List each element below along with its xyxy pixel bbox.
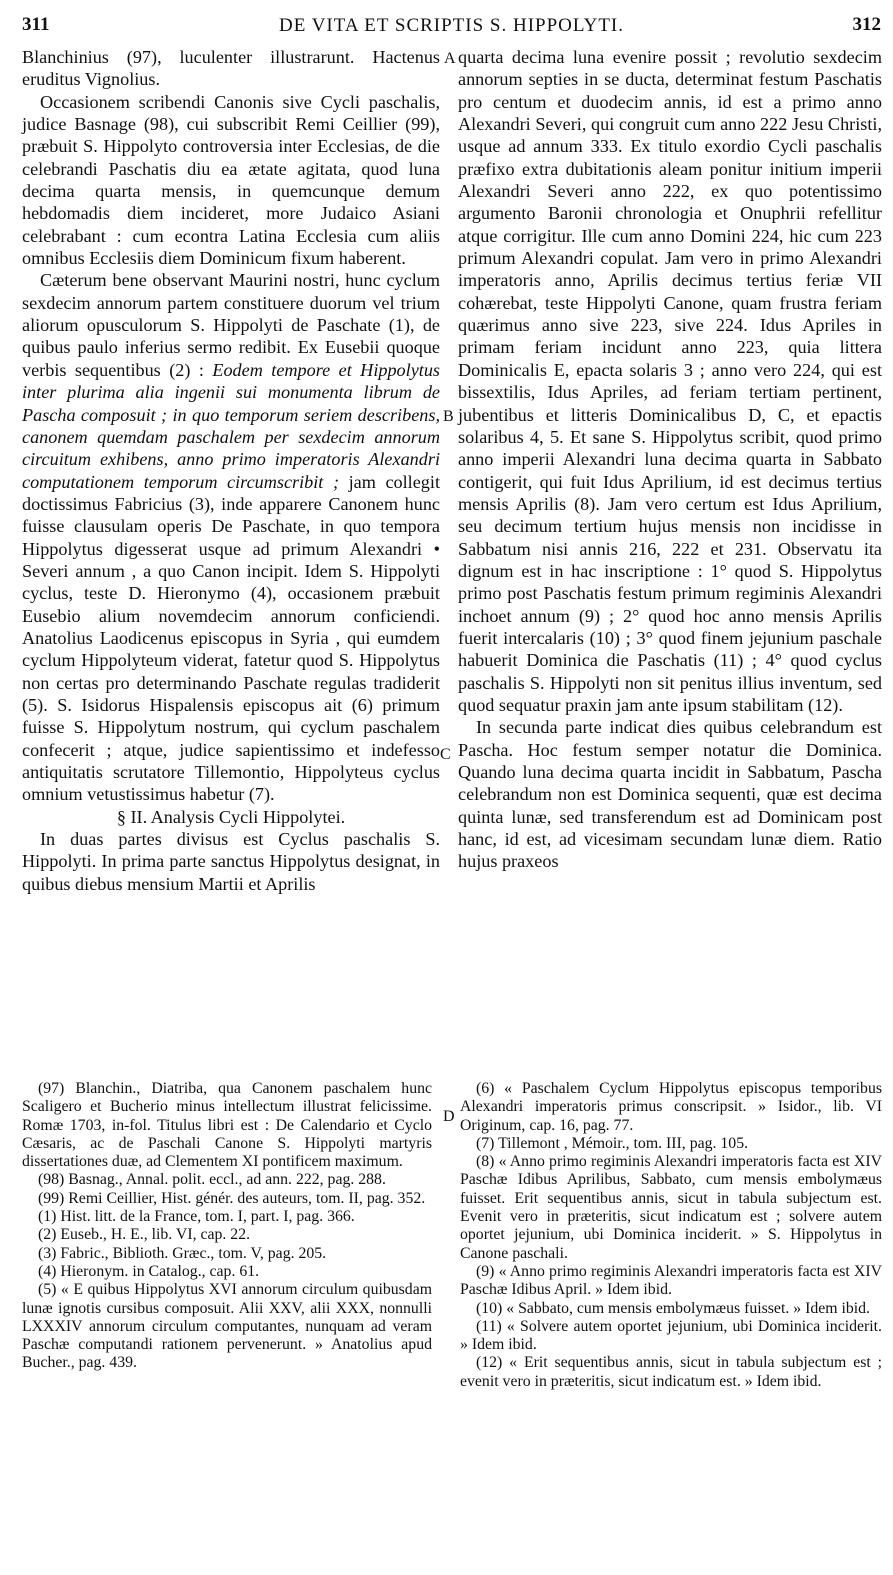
footnote: (1) Hist. litt. de la France, tom. I, part. I, pag. 366. — [38, 1208, 355, 1226]
page-number-left: 311 — [22, 14, 50, 35]
paragraph-text: Cæterum bene observant Maurini nostri, hunc cyclum sexdecim annorum partem constituere duorum vel trium aliorum opusculorum S. Hippolyti de Paschate (1), de quibus paulo inferius sermo redibit. Ex Eusebii quoque verbis sequentibus (2) : — [22, 270, 440, 380]
paragraph: Occasionem scribendi Canonis sive Cycli paschalis, judice Basnage (98), cui subscribit Remi Ceillier (99), præbuit S. Hippolyto controversia inter Ecclesias, de die celebrandi Paschatis diu ea ætate agitata, quod luna decima quarta mensis, in quemcunque demum hebdomadis diem incideret, more Judaico Asiani celebrabant : cum econtra Latina Ecclesia cum aliis omnibus Ecclesiis diem Dominicum fixum haberent. — [22, 91, 440, 269]
footnote: (6) « Paschalem Cyclum Hippolytus episcopus temporibus Alexandri imperatoris primus conscripsit. » Isidor., lib. VI Originum, cap. 16, pag. 77. — [460, 1080, 882, 1134]
paragraph: In secunda parte indicat dies quibus celebrandum est Pascha. Hoc festum semper notatur die Dominica. Quando luna decima quarta incidit in Sabbatum, Pascha celebrandum non est Dominica sequenti, quæ est decima quinta lunæ, sed transferendum est ad Dominicam post hanc, id est, ad vicesimam secundam lunæ diem. Ratio hujus praxeos — [458, 717, 882, 872]
page-number-right: 312 — [852, 14, 881, 35]
footnote: (98) Basnag., Annal. polit. eccl., ad ann. 222, pag. 288. — [38, 1171, 386, 1189]
footnote: (3) Fabric., Biblioth. Græc., tom. V, pag. 205. — [38, 1244, 327, 1262]
footnote: (5) « E quibus Hippolytus XVI annorum circulum quibusdam lunæ ignotis cursibus composuit. Alii XXV, alii XXX, nonnulli LXXXIV annorum circulum computantes, nunquam ad veram Paschæ computandi rationem pervenerunt. » Anatolius apud Bucher., pag. 439. — [22, 1281, 432, 1372]
footnote: (8) « Anno primo regiminis Alexandri imperatoris facta est XIV Paschæ Idibus Aprilibus, Sabbato, cum mensis embolymæus fuisset. Erit sequentibus annis, sicut in tabula subjectum est. Evenit vero in præteritis, sicut indicatum est ; solvere autem oportet jejunium, ubi Dominica inciderit. » S. Hippolytus in Canone paschali. — [460, 1153, 882, 1262]
footnote: (4) Hieronym. in Catalog., cap. 61. — [38, 1262, 260, 1280]
paragraph — [22, 269, 440, 805]
footnote: (9) « Anno primo regiminis Alexandri imperatoris facta est XIV Paschæ Idibus April. » Idem ibid. — [460, 1262, 882, 1299]
footnote: (2) Euseb., H. E., lib. VI, cap. 22. — [38, 1226, 251, 1244]
running-title: DE VITA ET SCRIPTIS S. HIPPOLYTI. — [278, 15, 625, 36]
footnotes-left — [22, 1080, 432, 1373]
section-heading: § II. Analysis Cycli Hippolytei. — [116, 806, 346, 827]
paragraph: Blanchinius (97), luculenter illustrarunt. Hactenus eruditus Vignolius. — [22, 47, 440, 90]
footnote: (7) Tillemont , Mémoir., tom. III, pag. 105. — [476, 1134, 749, 1152]
page-header — [22, 14, 881, 40]
paragraph: quarta decima luna evenire possit ; revolutio sexdecim annorum septies in se ducta, determinat festum Paschatis pro centum et duodecim annis, id est a primo anno Alexandri Severi, qui congruit cum anno 222 Jesu Christi, usque ad annum 333. Ex titulo exordio Cycli paschalis præfixo extra dubitationis aleam ponitur initium imperii Alexandri Severi anno 222, ex quo potentissimo argumento Baronii chronologia et Onuphrii refellitur atque corrigitur. Ille cum anno Domini 224, hic cum 223 primum Alexandri copulat. Jam vero in primo Alexandri imperatoris anno, Aprilis decimus tertius feriæ VII cohærebat, teste Hippolyti Canone, quam frustra feriam quærimus anno sive 223, sive 224. Idus Apriles in primam feriam incidunt anno 223, quia littera Dominicalis E, epacta solaris 3 ; anno vero 224, qui est bissextilis, Idus Apriles, ad feriam tertiam pertinent, jubentibus et litteris Dominicalibus D, C, et epactis solaribus 4, 5. Et sane S. Hippolytus scribit, quod primo anno imperii Alexandri luna decima quarta in Sabbato contigerit, qui fuit Idus Aprilium, id est decimus tertius mensis Aprilis (8). Jam vero certum est Idus Aprilium, seu decimum tertium hujus mensis non incidisse in Sabbatum nisi annis 216, 222 et 231. Observatu ita dignum est in hac inscriptione : 1° quod S. Hippolytus primo post Paschatis festum primum regiminis Alexandri inchoet annum (9) ; 2° quod hoc anno mensis Aprilis fuerit intercalaris (10) ; 3° quod finem jejunium paschale habuerit Dominica die Paschatis (11) ; 4° quod cyclus paschalis S. Hippolyti non sit penitus illius inventum, sed quod sequatur praxin jam ante ipsum stabilitam (12). — [458, 47, 882, 715]
margin-mark-b: B — [443, 408, 454, 425]
margin-mark-a: A — [444, 50, 456, 67]
footnote: (11) « Solvere autem oportet jejunium, ubi Dominica inciderit. » Idem ibid. — [460, 1317, 882, 1354]
eusebius-quote: Eodem tempore et Hippolytus inter plurima alia ingenii sui monumenta librum de Pascha composuit ; in quo temporum seriem describens, canonem quemdam paschalem per sexdecim annorum circuitum exhibens, anno primo imperatoris Alexandri computationem temporum circumscribit ; — [22, 359, 440, 492]
left-column — [22, 46, 440, 895]
margin-mark-c: C — [440, 746, 451, 763]
paragraph-text: jam collegit doctissimus Fabricius (3), inde apparere Canonem hunc fuisse clausulam operis De Paschate, in quo tempora Hippolytus digesserat usque ad primum Alexandri • Severi annum , a quo Canon incipit. Idem S. Hippolyti cyclus, teste D. Hieronymo (4), occasionem præbuit Eusebio alium novemdecim annorum conficiendi. Anatolius Laodicenus episcopus in Syria , qui eumdem cyclum Hippolyteum viderat, fatetur quod S. Hippolytus non certas pro determinando Paschate regulas tradiderit (5). S. Isidorus Hispalensis episcopus ait (6) primum fuisse S. Hippolytum nostrum, qui cyclum paschalem confecerit ; atque, judice sapientissimo et indefesso antiquitatis scrutatore Tillemontio, Hippolyteus cyclus omnium vetustissimus habetur (7). — [22, 471, 440, 805]
footnote: (10) « Sabbato, cum mensis embolymæus fuisset. » Idem ibid. — [476, 1299, 871, 1317]
paragraph: In duas partes divisus est Cyclus paschalis S. Hippolyti. In prima parte sanctus Hippolytus designat, in quibus diebus mensium Martii et Aprilis — [22, 829, 440, 894]
footnotes-right — [460, 1080, 882, 1391]
footnote: (97) Blanchin., Diatriba, qua Canonem paschalem hunc Scaligero et Bucherio minus intellectum illustrat felicissime. Romæ 1703, in-fol. Titulus libri est : De Calendario et Cyclo Cæsaris, ac de Paschali Canone S. Hippolyti martyris dissertationes duæ, ad Clementem XI pontificem maximum. — [22, 1080, 432, 1171]
right-column — [458, 46, 882, 873]
margin-mark-d: D — [443, 1108, 455, 1125]
footnote: (12) « Erit sequentibus annis, sicut in tabula subjectum est ; evenit vero in præteritis, sicut indicatum est. » Idem ibid. — [460, 1354, 882, 1390]
footnote: (99) Remi Ceillier, Hist. génér. des auteurs, tom. II, pag. 352. — [38, 1189, 426, 1207]
